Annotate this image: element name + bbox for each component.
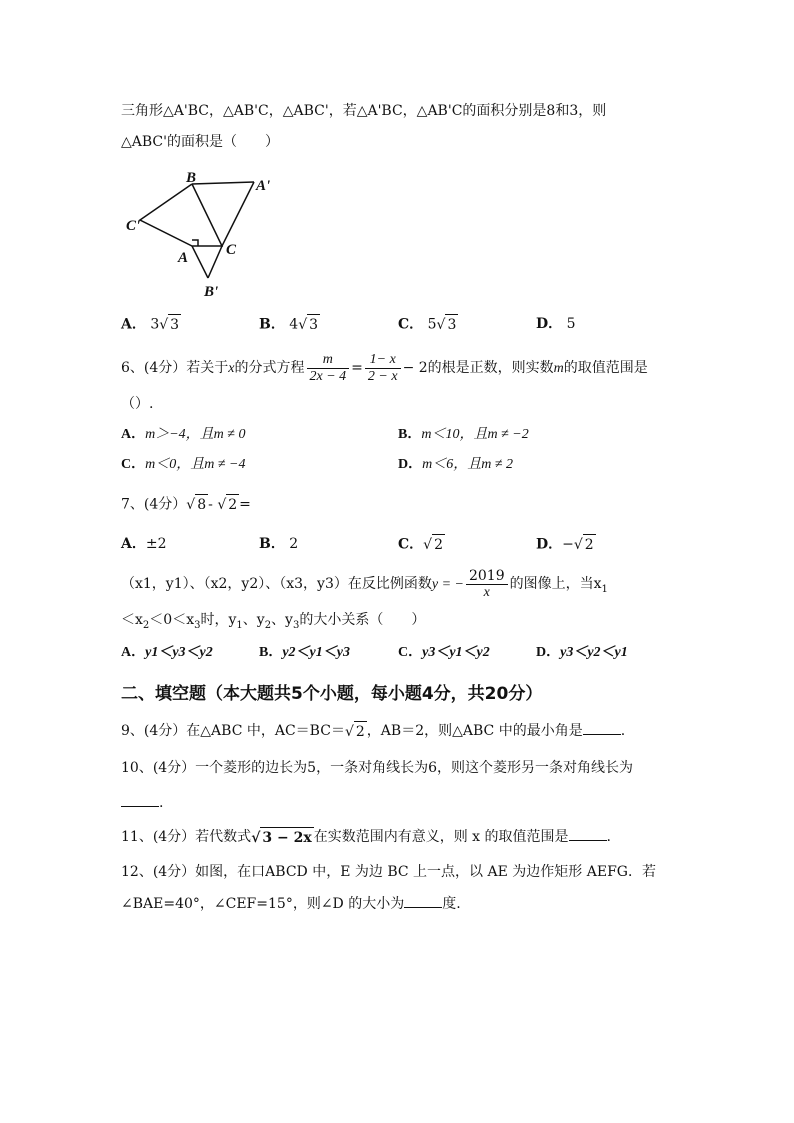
q9-rad: 2 [354, 721, 367, 742]
q7-option-c-letter: C． [398, 536, 424, 553]
q5-option-c-coef: 5 [427, 316, 437, 333]
q11-suffix: 在实数范围内有意义，则 x 的取值范围是 [313, 829, 569, 845]
q8-line2: $<x_2<0<x_3$时，$y_1$、$y_2$、$y_3$的大小关系（ ） [121, 612, 426, 631]
q11-end: . [606, 829, 611, 845]
q7-option-d-rad: 2 [583, 534, 596, 555]
q6-option-a-letter: A． [121, 427, 146, 442]
q7-option-a [121, 534, 167, 554]
q6-option-b-letter: B． [398, 427, 422, 442]
q5-option-b-coef: 4 [289, 316, 299, 333]
q8-option-d-text: y3＜y2＜y1 [560, 645, 628, 660]
q7-option-d-letter: D． [536, 536, 563, 553]
q12-answer-blank[interactable] [404, 893, 442, 908]
q9-end: . [620, 723, 626, 739]
q6-equals: = [351, 360, 363, 376]
q9-suffix: ，AB＝2，则△ABC 中的最小角是 [366, 723, 583, 739]
q8-func-lhs: y = − [431, 577, 464, 592]
q8-option-a [121, 643, 213, 663]
q5-option-d-letter: D． [536, 316, 563, 332]
q8-frac-num: 2019 [466, 568, 508, 585]
q5-option-c-letter: C． [398, 316, 424, 333]
q6-var-x: x [228, 361, 235, 376]
q6-option-c-letter: C． [121, 457, 146, 472]
label-B: B [186, 170, 197, 186]
q7-line: 7、(4分）√ 8 - √ 2 = [121, 494, 251, 515]
q8-option-d-letter: D． [536, 645, 561, 660]
q8-after: 的图像上，当x [509, 576, 602, 592]
q8-l2e: 、y [271, 612, 293, 628]
q7-option-d: D．−√ 2 [536, 534, 596, 555]
q8-l2f: 的大小关系（ ） [299, 612, 426, 628]
q8-option-a-letter: A． [121, 645, 146, 660]
q6-tail: − 2 [402, 360, 428, 376]
q9-answer-blank[interactable] [583, 720, 621, 735]
q10-line1: 10、(4分）一个菱形的边长为5，一条对角线长为6，则这个菱形另一条对角线长为 [121, 760, 633, 776]
q6-line2: （）. [121, 396, 154, 412]
q5-option-c: C． 5√ 3 [398, 314, 458, 335]
label-C-prime: C' [126, 218, 141, 234]
q8-line1-full: 在反比例函数y = − $\frac{2019}{x}$ 的图像上，当$x_1$ [347, 567, 608, 600]
q8-l2c: 时，y [200, 612, 237, 628]
q7-prefix: 7、(4分） [121, 496, 187, 513]
q10-end: . [159, 795, 164, 811]
q7-option-d-neg: − [562, 536, 574, 553]
q7-option-b-letter: B． [259, 536, 285, 552]
label-A: A [178, 250, 189, 266]
q8-frac [466, 568, 508, 601]
q6-option-d [398, 455, 513, 475]
q6-suffix1: 的根是正数，则实数 [427, 360, 554, 376]
q5-option-a-letter: A． [121, 316, 146, 333]
q11-answer-blank[interactable] [569, 826, 607, 841]
q6-option-b-text: m＜10，且m ≠ −2 [421, 427, 529, 442]
q8-option-c-letter: C． [398, 645, 423, 660]
q8-frac-den: x [483, 584, 490, 600]
q12-line2-text: ∠BAE=40°，∠CEF=15°，则∠D 的大小为 [121, 896, 405, 912]
q11-line: 11、(4分）若代数式√ 3 − 2x 在实数范围内有意义，则 x 的取值范围是 . [121, 826, 611, 848]
q8-option-c [398, 643, 490, 663]
label-A-prime: A' [256, 178, 271, 194]
q7-option-c-rad: 2 [432, 534, 445, 555]
q6-option-d-text: m＜6，且m ≠ 2 [422, 457, 514, 472]
section-heading: 二、填空题（本大题共5个小题，每小题4分，共20分） [121, 684, 543, 704]
q7-equals: = [239, 496, 251, 513]
q5-option-b: B． 4√ 3 [259, 314, 320, 335]
q5-option-d-value: 5 [566, 316, 576, 332]
q5-option-b-letter: B． [259, 316, 285, 333]
q11-prefix: 11、(4分）若代数式 [121, 829, 252, 845]
q6-option-c-text: m＜0，且m ≠ −4 [145, 457, 246, 472]
q8-option-a-text: y1＜y3＜y2 [145, 645, 213, 660]
q6-option-a-text: m＞−4，且m ≠ 0 [145, 427, 246, 442]
q10-line2 [121, 792, 163, 813]
q6-frac2-den: 2 − x [367, 368, 398, 384]
q8-option-b [259, 643, 350, 663]
q6-var-m: m [553, 361, 564, 376]
q9-prefix: 9、(4分）在△ABC 中，AC＝BC＝ [121, 723, 345, 739]
q5-option-c-rad: 3 [445, 314, 458, 335]
q6-frac1-num: m [307, 352, 350, 369]
q8-l2b: ＜0＜x [149, 612, 195, 628]
q7-minus: - [208, 496, 213, 513]
q11-rad: 3 − 2x [260, 827, 313, 848]
q6-prefix: 6、(4分）若关于 [121, 360, 229, 376]
q5-line2: △ABC'的面积是（ ） [121, 134, 279, 150]
q5-option-a-coef: 3 [150, 316, 160, 333]
q7-option-a-text: ±2 [145, 536, 167, 552]
q7-option-b [259, 534, 298, 554]
q12-line1: 12、(4分）如图，在口ABCD 中，E 为边 BC 上一点，以 AE 为边作矩形 AEFG．若 [121, 864, 656, 880]
q7-rad2: 2 [226, 494, 239, 515]
q12-line2 [121, 893, 461, 914]
q6-mid: 的分式方程 [234, 360, 305, 376]
q6-frac1-den: 2x − 4 [309, 368, 347, 384]
q8-l2d: 、y [242, 612, 265, 628]
q6-frac2 [365, 352, 401, 385]
q6-option-a [121, 425, 245, 445]
q6-line1 [121, 350, 648, 387]
q8-option-d [536, 643, 628, 663]
q8-option-c-text: y3＜y1＜y2 [422, 645, 490, 660]
q5-option-b-rad: 3 [307, 314, 320, 335]
q7-rad1: 8 [195, 494, 208, 515]
q6-option-c [121, 455, 245, 475]
q6-frac2-num: 1− x [365, 352, 401, 369]
q6-suffix2: 的取值范围是 [563, 360, 648, 376]
label-C: C [226, 242, 237, 258]
q7-option-b-text: 2 [289, 536, 299, 552]
q8-option-b-letter: B． [259, 645, 283, 660]
q5-option-d [536, 314, 576, 334]
q9-line: 9、(4分）在△ABC 中，AC＝BC＝√ 2 ，AB＝2，则△ABC 中的最小角是 . [121, 720, 625, 742]
q10-answer-blank[interactable] [121, 792, 159, 807]
q5-triangle-figure [122, 168, 282, 302]
q7-option-a-letter: A． [121, 536, 146, 552]
q8-mid: 在反比例函数 [347, 576, 432, 592]
label-B-prime: B' [204, 284, 219, 300]
q8-option-b-text: y2＜y1＜y3 [282, 645, 350, 660]
q8-l2a: ＜x [121, 612, 143, 628]
q12-end: 度. [442, 896, 461, 912]
q5-line1: 三角形△A'BC，△AB'C，△ABC'，若△A'BC，△AB'C的面积分别是8和3，则 [121, 103, 607, 119]
q5-option-a: A． 3√ 3 [121, 314, 181, 335]
q7-option-c: C．√ 2 [398, 534, 445, 555]
q6-frac1 [307, 352, 350, 385]
q8-points: （x1，y1）、（x2，y2）、（x3，y3） [121, 576, 348, 592]
q5-option-a-rad: 3 [168, 314, 181, 335]
q6-option-b [398, 425, 529, 445]
q6-option-d-letter: D． [398, 457, 423, 472]
